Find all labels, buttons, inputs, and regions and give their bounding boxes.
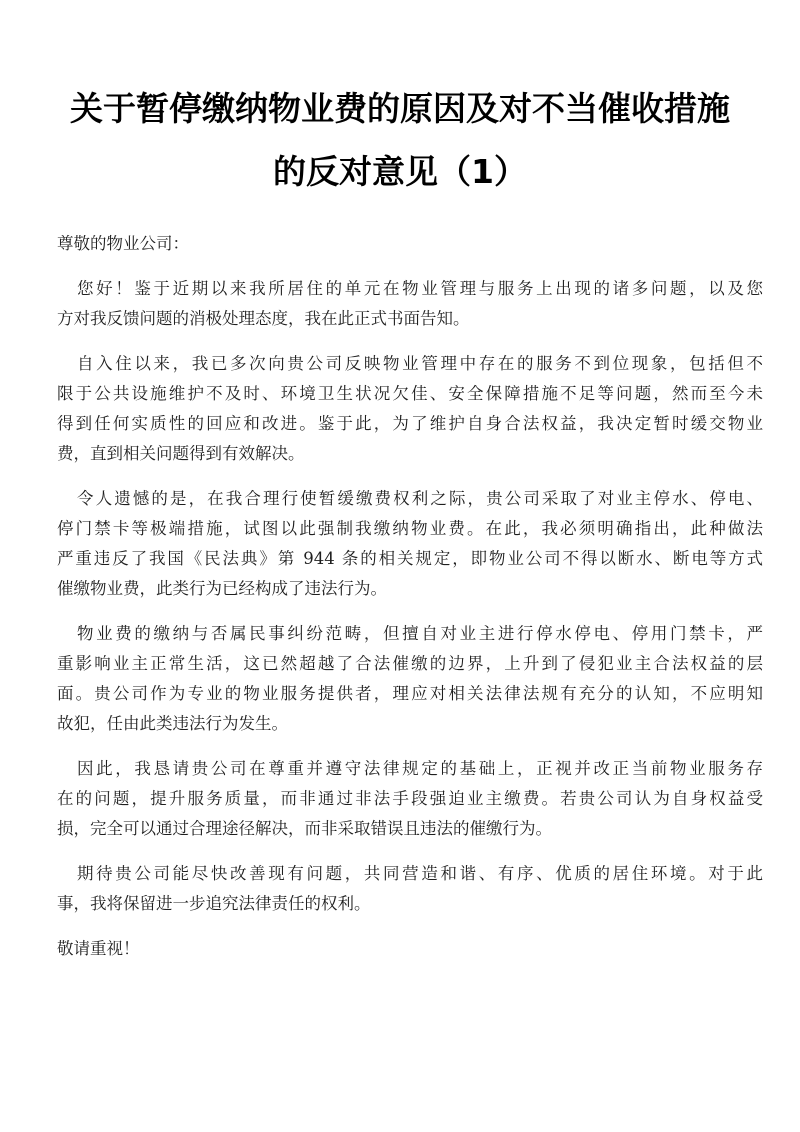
paragraph (57, 484, 763, 604)
paragraph-line: 自入住以来，我已多次向贵公司反映物业管理中存在的服务不到位现象，包括但不 (77, 354, 763, 373)
paragraph-line: 停门禁卡等极端措施，试图以此强制我缴纳物业费。在此，我必须明确指出，此种做法 (57, 519, 763, 538)
paragraph (57, 859, 763, 919)
paragraph-line: 催缴物业费，此类行为已经构成了违法行为。 (57, 579, 387, 598)
paragraph-line: 重影响业主正常生活，这已然超越了合法催缴的边界，上升到了侵犯业主合法权益的层 (57, 654, 763, 673)
paragraph (57, 754, 763, 844)
paragraph-line: 因此，我恳请贵公司在尊重并遵守法律规定的基础上，正视并改正当前物业服务存 (77, 759, 763, 778)
paragraph-line: 得到任何实质性的回应和改进。鉴于此，为了维护自身合法权益，我决定暂时缓交物业 (57, 414, 763, 433)
document-title-line-2: 的反对意见（1） (273, 152, 527, 191)
document-title-line-1: 关于暂停缴纳物业费的原因及对不当催收措施 (70, 89, 730, 128)
paragraph-line: 故犯，任由此类违法行为发生。 (57, 714, 288, 733)
closing-remark: 敬请重视！ (57, 939, 140, 958)
paragraph-line: 物业费的缴纳与否属民事纠纷范畴，但擅自对业主进行停水停电、停用门禁卡，严 (77, 624, 763, 643)
paragraph-line: 损，完全可以通过合理途径解决，而非采取错误且违法的催缴行为。 (57, 819, 552, 838)
paragraph-line: 费，直到相关问题得到有效解决。 (57, 444, 305, 463)
paragraph (57, 274, 763, 334)
paragraph-line: 面。贵公司作为专业的物业服务提供者，理应对相关法律法规有充分的认知，不应明知 (57, 684, 763, 703)
salutation: 尊敬的物业公司： (57, 234, 189, 253)
paragraph-line: 事，我将保留进一步追究法律责任的权利。 (57, 894, 371, 913)
paragraph (57, 619, 763, 739)
paragraph (57, 349, 763, 469)
paragraph-line: 在的问题，提升服务质量，而非通过非法手段强迫业主缴费。若贵公司认为自身权益受 (57, 789, 763, 808)
paragraph-line: 期待贵公司能尽快改善现有问题，共同营造和谐、有序、优质的居住环境。对于此 (77, 864, 763, 883)
paragraph-line: 限于公共设施维护不及时、环境卫生状况欠佳、安全保障措施不足等问题，然而至今未 (57, 384, 763, 403)
paragraph-line: 令人遗憾的是，在我合理行使暂缓缴费权利之际，贵公司采取了对业主停水、停电、 (77, 489, 763, 508)
paragraph-line: 严重违反了我国《民法典》第 944 条的相关规定，即物业公司不得以断水、断电等方式 (57, 549, 763, 568)
paragraph-line: 您好！鉴于近期以来我所居住的单元在物业管理与服务上出现的诸多问题，以及您 (77, 279, 763, 298)
paragraph-line: 方对我反馈问题的消极处理态度，我在此正式书面告知。 (57, 309, 470, 328)
letter-body (57, 229, 763, 964)
